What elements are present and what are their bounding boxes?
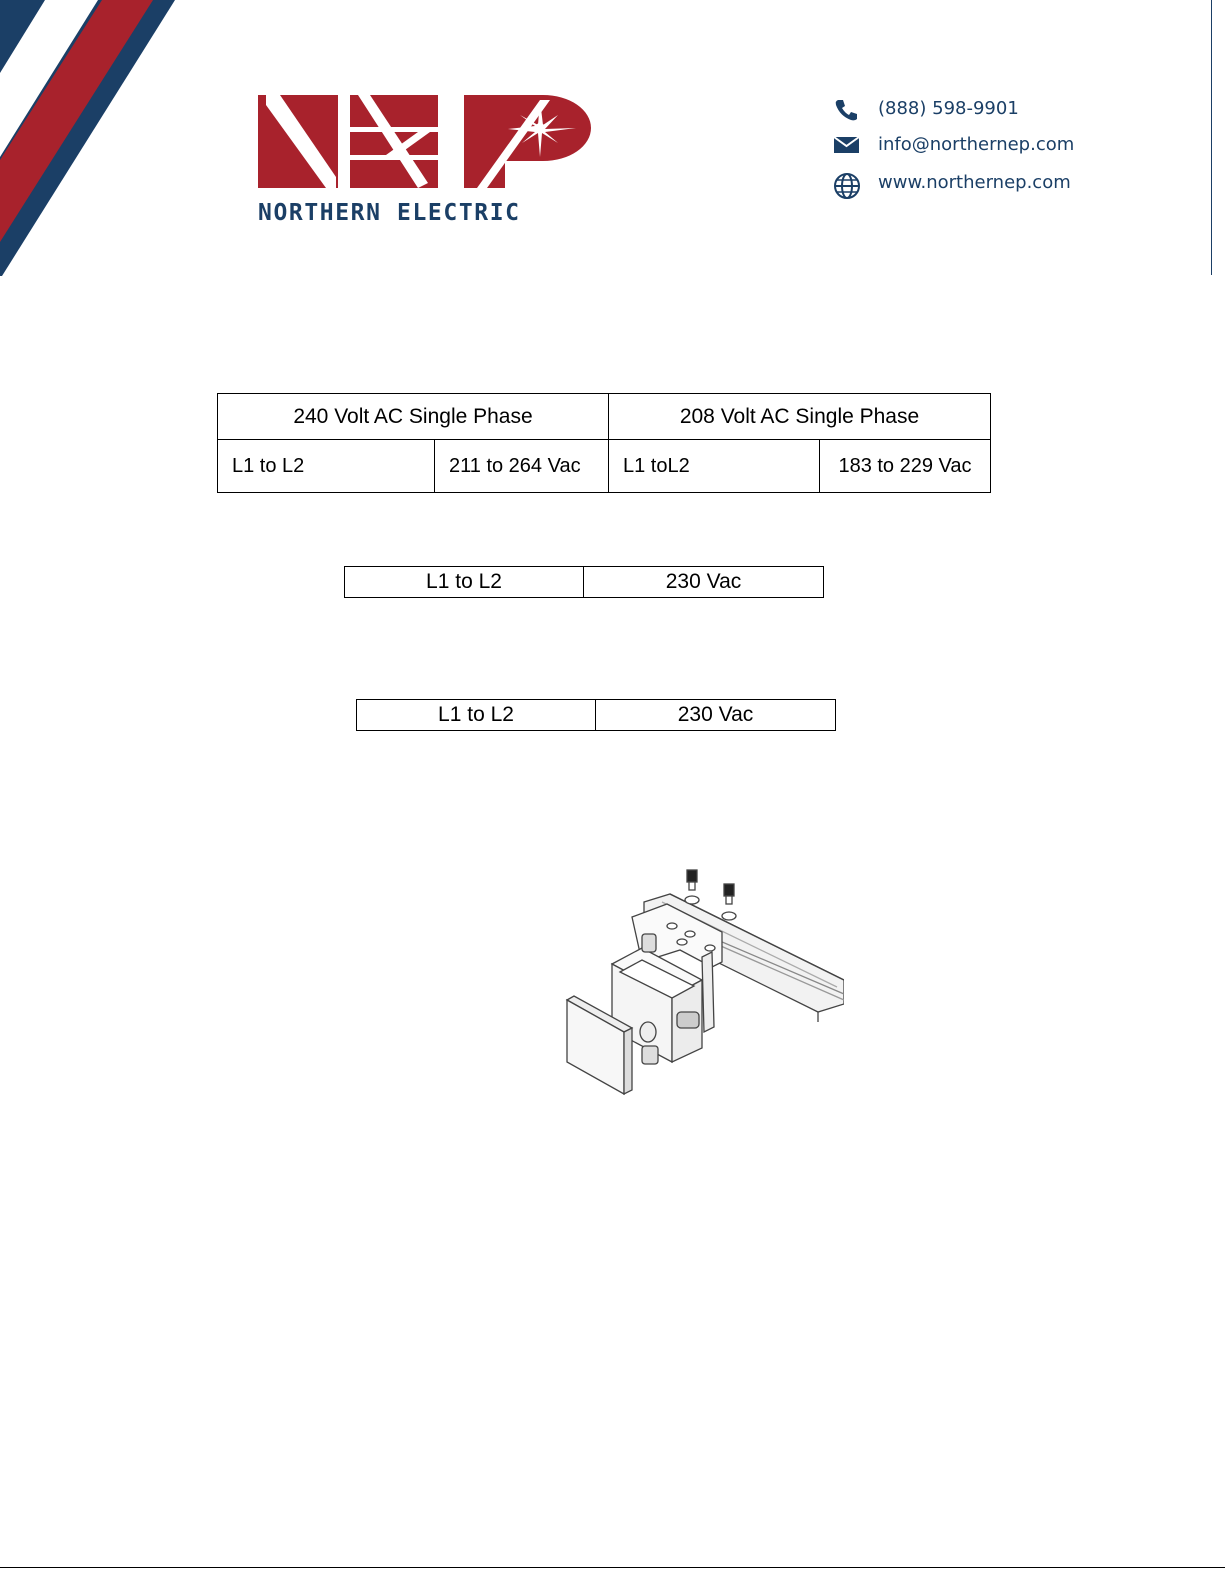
header-208v: 208 Volt AC Single Phase <box>609 394 991 440</box>
phone-number[interactable]: (888) 598-9901 <box>878 98 1019 119</box>
header-240v: 240 Volt AC Single Phase <box>218 394 609 440</box>
footer-rule <box>0 1567 1225 1568</box>
logo-wordmark: NORTHERN ELECTRIC <box>258 200 521 226</box>
voltage-table-230v-a <box>344 566 824 598</box>
table-header-row <box>218 394 991 440</box>
cell-voltage: 230 Vac <box>596 700 836 731</box>
voltage-range-table <box>217 393 991 493</box>
envelope-icon <box>833 134 861 156</box>
nep-logo-mark <box>258 95 593 190</box>
cell-240v-lines: L1 to L2 <box>218 440 435 493</box>
cell-240v-range: 211 to 264 Vac <box>435 440 609 493</box>
cell-voltage: 230 Vac <box>584 567 824 598</box>
corner-stripes-decoration <box>0 0 180 280</box>
cell-208v-range: 183 to 229 Vac <box>820 440 991 493</box>
cell-208v-lines: L1 toL2 <box>609 440 820 493</box>
globe-icon <box>833 172 861 200</box>
table-row <box>218 440 991 493</box>
junction-box-rail-mount-illustration <box>562 862 844 1097</box>
voltage-table-230v-b <box>356 699 836 731</box>
table-row <box>357 700 836 731</box>
phone-icon <box>833 98 859 122</box>
email-address[interactable]: info@northernep.com <box>878 134 1075 155</box>
website-url[interactable]: www.northernep.com <box>878 172 1071 193</box>
cell-lines: L1 to L2 <box>345 567 584 598</box>
header-right-rule <box>1211 0 1212 275</box>
table-row <box>345 567 824 598</box>
cell-lines: L1 to L2 <box>357 700 596 731</box>
